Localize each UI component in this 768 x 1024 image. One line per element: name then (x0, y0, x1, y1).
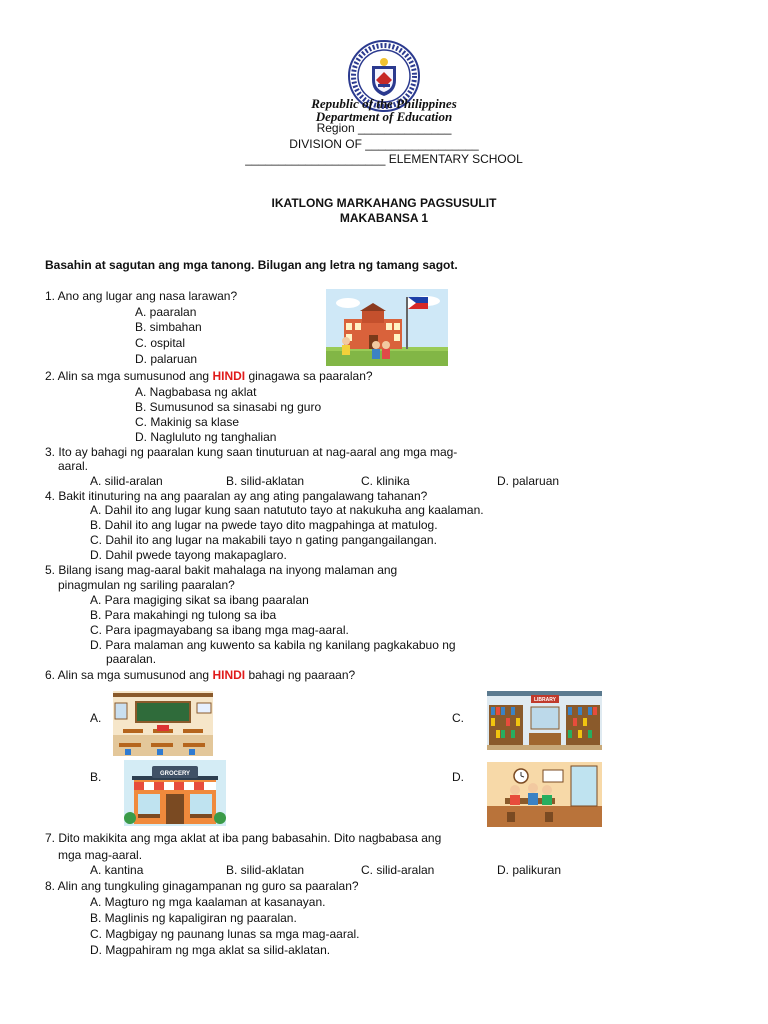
grocery-sign-text: GROCERY (159, 771, 191, 777)
library-icon (487, 691, 602, 750)
q2-question (45, 369, 373, 383)
q3-option-d: D. palaruan (497, 474, 560, 488)
q7-option-c: C. silid-aralan (361, 863, 435, 877)
q6-question-pre: 6. Alin sa mga sumusunod ang (45, 668, 213, 682)
q7-option-d: D. palikuran (497, 863, 562, 877)
q2-question-post: ginagawa sa paaralan? (245, 369, 373, 383)
header-school: _____________________ ELEMENTARY SCHOOL (245, 152, 523, 166)
exam-title: IKATLONG MARKAHANG PAGSUSULIT (271, 196, 497, 210)
exam-subject: MAKABANSA 1 (339, 211, 429, 225)
q3-question-line2: aaral. (58, 459, 89, 473)
q4-option-d: D. Dahil pwede tayong makapaglaro. (90, 548, 287, 562)
q6-hindi-highlight: HINDI (212, 668, 246, 682)
header-republic: Republic of the Philippines (311, 96, 457, 111)
q8-option-d: D. Magpahiram ng mga aklat sa silid-aklatan. (90, 943, 331, 957)
q5-question-line2: pinagmulan ng sariling paaralan? (58, 578, 235, 592)
q7-option-b: B. silid-aklatan (226, 863, 305, 877)
q5-option-b: B. Para makahingi ng tulong sa iba (90, 608, 277, 622)
classroom-picture (113, 691, 213, 756)
q2-option-b: B. Sumusunod sa sinasabi ng guro (135, 400, 322, 414)
q1-question: 1. Ano ang lugar ang nasa larawan? (45, 289, 238, 303)
q6-label-a: A. (90, 711, 102, 725)
q5-option-c: C. Para ipagmayabang sa ibang mga mag-aaral. (90, 623, 349, 637)
school-picture (326, 289, 448, 366)
q5-option-d: D. Para malaman ang kuwento sa kabila ng kanilang pagkakabuo ng (90, 638, 456, 652)
q2-hindi-highlight: HINDI (212, 369, 246, 383)
q6-label-d: D. (452, 770, 464, 784)
school-building-icon (326, 289, 448, 366)
q4-question: 4. Bakit itinuturing na ang paaralan ay ang ating pangalawang tahanan? (45, 489, 428, 503)
q4-option-a: A. Dahil ito ang lugar kung saan natututo tayo at nakukuha ang kaalaman. (90, 503, 484, 517)
classroom-icon (113, 691, 213, 756)
q2-option-c: C. Makinig sa klase (135, 415, 240, 429)
instructions: Basahin at sagutan ang mga tanong. Bilugan ang letra ng tamang sagot. (45, 258, 458, 272)
q1-option-c: C. ospital (135, 336, 186, 350)
clinic-room-icon (487, 762, 602, 827)
q6-question-post: bahagi ng paaraan? (245, 668, 356, 682)
q2-option-d: D. Nagluluto ng tanghalian (135, 430, 277, 444)
library-picture (487, 691, 602, 750)
q3-option-a: A. silid-aralan (90, 474, 163, 488)
q8-option-a: A. Magturo ng mga kaalaman at kasanayan. (90, 895, 326, 909)
q1-option-b: B. simbahan (135, 320, 202, 334)
q8-question: 8. Alin ang tungkuling ginagampanan ng guro sa paaralan? (45, 879, 359, 893)
q5-option-d-cont: paaralan. (106, 652, 157, 666)
header-department: Department of Education (315, 109, 453, 124)
q3-option-b: B. silid-aklatan (226, 474, 305, 488)
clinic-picture (487, 762, 602, 827)
header-region: Region ______________ (316, 121, 452, 135)
q3-question-line1: 3. Ito ay bahagi ng paaralan kung saan tinuturuan at nag-aaral ang mga mag- (45, 445, 458, 459)
q4-option-c: C. Dahil ito ang lugar na makabili tayo n gating pangangailangan. (90, 533, 437, 547)
q8-option-b: B. Maglinis ng kapaligiran ng paaralan. (90, 911, 297, 925)
q4-option-b: B. Dahil ito ang lugar na pwede tayo dito magpahinga at matulog. (90, 518, 438, 532)
q5-question-line1: 5. Bilang isang mag-aaral bakit mahalaga na inyong malaman ang (45, 563, 398, 577)
q6-label-b: B. (90, 770, 102, 784)
q8-option-c: C. Magbigay ng paunang lunas sa mga mag-aaral. (90, 927, 360, 941)
library-sign-text: LIBRARY (533, 697, 557, 703)
q1-option-a: A. paaralan (135, 305, 197, 319)
q5-option-a: A. Para magiging sikat sa ibang paaralan (90, 593, 309, 607)
q3-option-c: C. klinika (361, 474, 410, 488)
q1-option-d: D. palaruan (135, 352, 198, 366)
q7-question-line2: mga mag-aaral. (58, 848, 143, 862)
grocery-picture (124, 760, 226, 826)
q7-question-line1: 7. Dito makikita ang mga aklat at iba pang babasahin. Dito nagbabasa ang (45, 831, 442, 845)
q2-option-a: A. Nagbabasa ng aklat (135, 385, 257, 399)
grocery-store-icon (124, 760, 226, 826)
q7-option-a: A. kantina (90, 863, 144, 877)
q6-label-c: C. (452, 711, 464, 725)
q6-question (45, 668, 355, 682)
header-division: DIVISION OF _________________ (289, 137, 479, 151)
q2-question-pre: 2. Alin sa mga sumusunod ang (45, 369, 213, 383)
